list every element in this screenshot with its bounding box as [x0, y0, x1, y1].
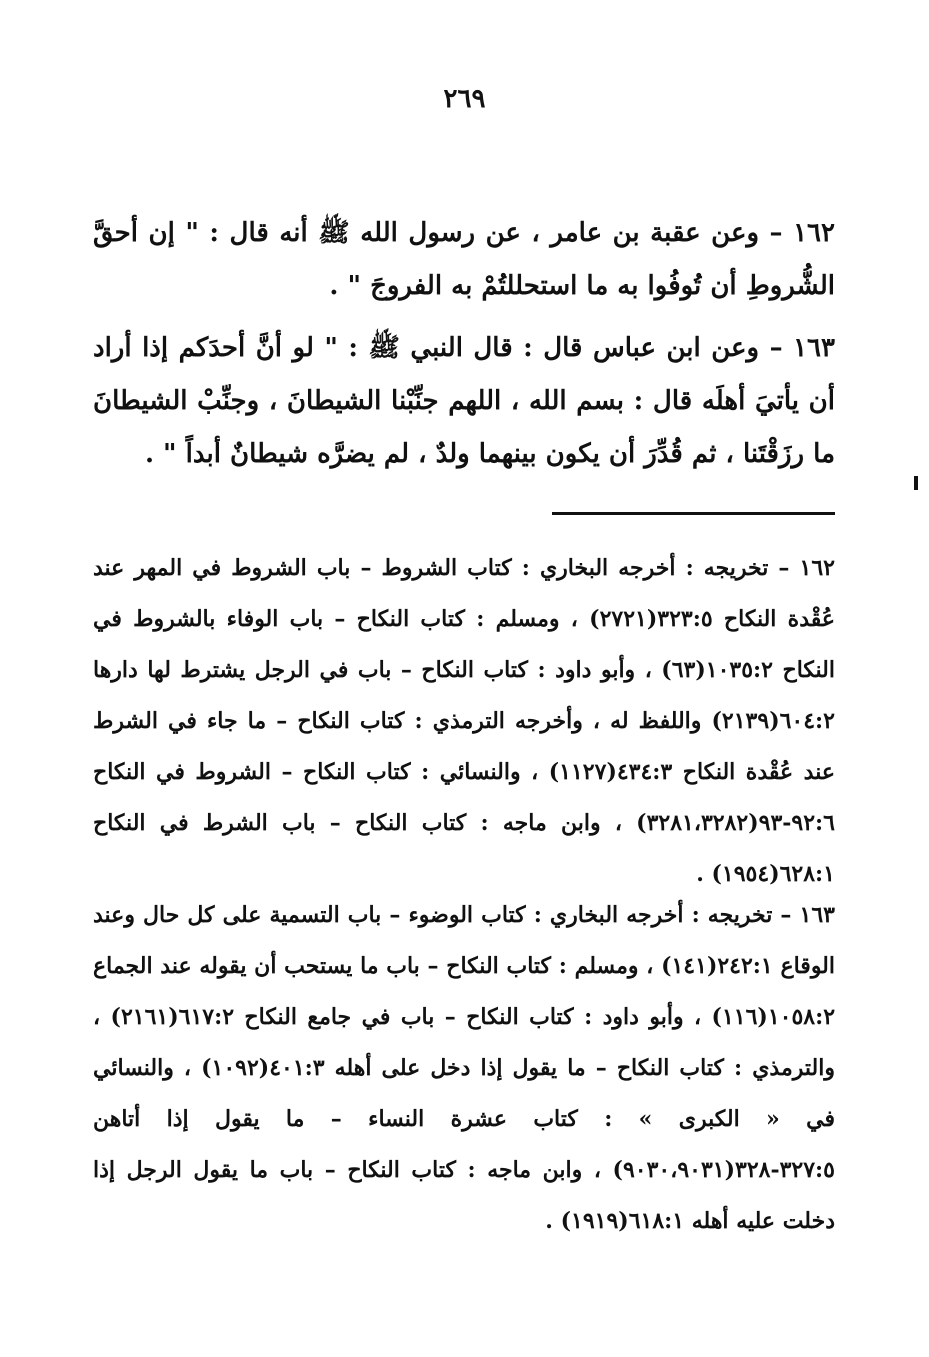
page-number: ٢٦٩: [443, 84, 486, 114]
hadith-163: [93, 322, 835, 481]
margin-mark: [914, 476, 918, 490]
footnote-divider: [552, 512, 835, 515]
footnote-label: – تخريجه :: [685, 555, 790, 581]
hadith-number: ١٦٣: [793, 333, 835, 363]
footnote-text: أخرجه البخاري : كتاب الوضوء – باب التسمية على كل حال وعند الوقاع ٢٤٢:١(١٤١) ، ومسلم : كتاب النكاح – باب ما يستحب أن يقوله عند الجماع ١٠٥٨:٢(١١٦) ، وأبو داود : كتاب النكاح – باب في جامع النكاح ٦١٧:٢(٢١٦١) ، والترمذي : كتاب النكاح – ما يقول إذا دخل على أهله ٤٠١:٣(١٠٩٢) ، والنسائي في « الكبرى » : كتاب عشرة النساء – ما يقول إذا أتاهن ٣٢٧:٥-٣٢٨(٩٠٣٠،٩٠٣١) ، وابن ماجه : كتاب النكاح – باب ما يقول الرجل إذا دخلت عليه أهله ٦١٨:١(١٩١٩) .: [93, 902, 836, 1234]
footnote-text: أخرجه البخاري : كتاب الشروط – باب الشروط في المهر عند عُقْدة النكاح ٣٢٣:٥(٢٧٢١) ، ومسلم : كتاب النكاح – باب الوفاء بالشروط في النكاح ١٠٣٥:٢(٦٣) ، وأبو داود : كتاب النكاح – باب في الرجل يشترط لها دارها ٦٠٤:٢(٢١٣٩) واللفظ له ، وأخرجه الترمذي : كتاب النكاح – ما جاء في الشرط عند عُقْدة النكاح ٤٣٤:٣(١١٢٧) ، والنسائي : كتاب النكاح – الشروط في النكاح ٩٢:٦-٩٣(٣٢٨١،٣٢٨٢) ، وابن ماجه : كتاب النكاح – باب الشرط في النكاح ٦٢٨:١(١٩٥٤) .: [93, 555, 836, 887]
footnote-163: [93, 890, 835, 1247]
hadith-text: – وعن ابن عباس قال : قال النبي ﷺ : " لو أنَّ أحدَكم إذا أراد أن يأتيَ أهلَه قال : بسم الله ، اللهم جنِّبْنا الشيطانَ ، وجنِّبْ الشيطانَ ما رزَقْتَنا ، ثم قُدِّرَ أن يكون بينهما ولدٌ ، لم يضرَّه شيطانٌ أبداً " .: [93, 333, 835, 469]
footnote-number: ١٦٢: [799, 555, 835, 581]
footnote-162: [93, 543, 835, 900]
hadith-162: [93, 207, 835, 313]
footnote-number: ١٦٣: [799, 902, 835, 928]
hadith-text: – وعن عقبة بن عامر ، عن رسول الله ﷺ أنه قال : " إن أحقَّ الشُّروطِ أن تُوفُوا به ما استحللتُمْ به الفروجَ " .: [93, 218, 835, 301]
footnote-label: – تخريجه :: [691, 902, 792, 928]
hadith-number: ١٦٢: [793, 218, 835, 248]
